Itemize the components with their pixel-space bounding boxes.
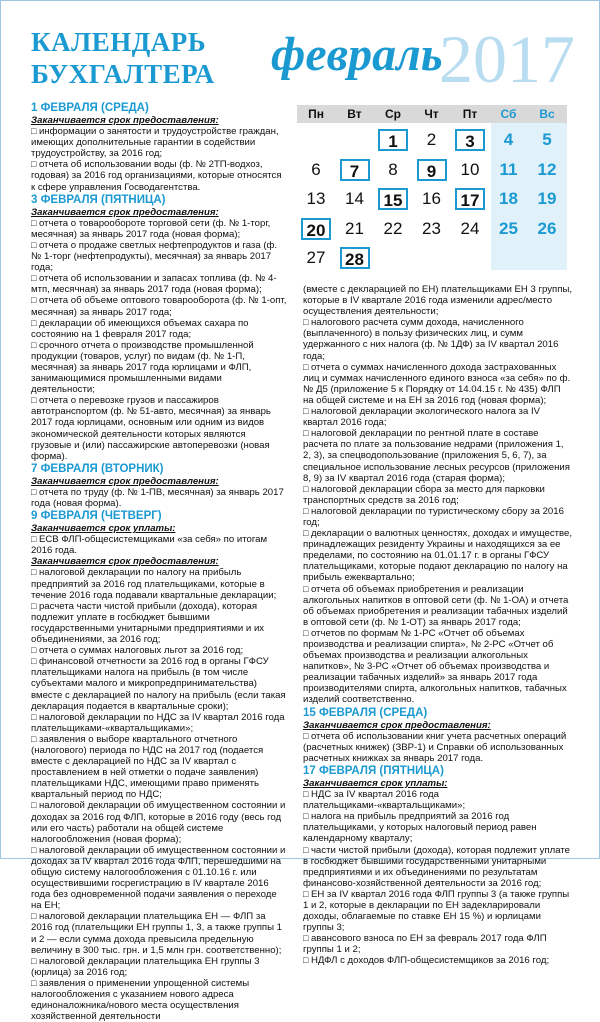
year: 2017 xyxy=(439,21,575,97)
list-item: □ расчета части чистой прибыли (дохода), которая подлежит уплате в госбюджет бывшими государственными унитарными предприятиями и их объединениями, за 2016 год; xyxy=(31,601,287,645)
list-item: □ налоговой декларации по налогу на прибыль предприятий за 2016 год плательщиками, которые в течение 2016 года подавали квартальные декларации; xyxy=(31,567,287,600)
list-item: □ отчета об объемах приобретения и реализации алкогольных напитков в оптовой сети (ф. № 1-ОА) и отчета об объемах приобретения и реализации табачных изделий в оптовой сети (ф. № 1-ОТ) за январь 2017 года; xyxy=(303,584,573,628)
section-subheading: Заканчивается срок уплаты: xyxy=(303,777,448,789)
weekday-header: Ср xyxy=(385,107,401,121)
calendar-day: 4 xyxy=(503,130,514,149)
list-item: □ части чистой прибыли (дохода), которая подлежит уплате в госбюджет бывшими государственными унитарными предприятиями и их объединениями по результатам финансово-хозяйственной деятельности за 2016 год; xyxy=(303,845,573,889)
calendar-day: 5 xyxy=(542,130,552,149)
calendar-day: 2 xyxy=(426,130,437,149)
list-item: □ налоговой декларации плательщика ЕН группы 3 (юрлица) за 2016 год; xyxy=(31,956,287,978)
calendar-day: 24 xyxy=(460,218,480,238)
month-name: февраль xyxy=(271,28,443,81)
calendar-day: 25 xyxy=(499,218,518,238)
left-column xyxy=(31,101,287,1022)
list-item: □ ЕСВ ФЛП-общесистемщиками «за себя» по итогам 2016 года. xyxy=(31,534,287,556)
calendar-day: 19 xyxy=(537,189,557,208)
section-subheading: Заканчивается срок предоставления: xyxy=(31,206,219,218)
calendar-day: 21 xyxy=(345,218,364,238)
title-line-2: БУХГАЛТЕРА xyxy=(31,59,215,89)
list-item: □ отчетов по формам № 1-РС «Отчет об объемах производства и реализации спирта», № 2-РС «Отчет об объемах производства и реализации алкогольных напитков», № 3-РС «Отчет об объемах производства и реализации табачных изделий» за январь 2017 года производителями спирта, алкогольных напитков, табачных изделий соответственно. xyxy=(303,628,573,706)
continued-text: (вместе с декларацией по ЕН) плательщиками ЕН 3 группы, которые в IV квартале 2016 года изменили адрес/место осуществления деятельности; xyxy=(303,284,573,318)
section-subheading: Заканчивается срок уплаты: xyxy=(31,523,176,535)
calendar-day: 18 xyxy=(499,189,518,208)
list-item: □ отчета о суммах начисленного дохода застрахованных лиц и суммах начисленного единого взноса «за себя» по ф. № Д5 (приложение 5 к Порядку от 14.04.15 г. № 435) ФЛП на общей системе и на ЕН за 2016 год (новая форма); xyxy=(303,362,573,406)
list-item: □ налоговой декларации экологического налога за IV квартал 2016 года; xyxy=(303,406,573,428)
calendar-day: 8 xyxy=(388,159,398,179)
right-column xyxy=(303,284,573,967)
list-item: □ налога на прибыль предприятий за 2016 год плательщиками, у которых налоговый период равен календарному кварталу; xyxy=(303,811,573,844)
list-item: □ налоговой декларации по рентной плате в составе расчета по плате за пользование недрами (приложения 1, 2, 3), за спецводопользование (приложения 5, 6, 7), за специальное использование лесных ресурсов (приложения 8, 9) за IV квартал 2016 года (старая форма); xyxy=(303,428,573,483)
list-item: □ авансового взноса по ЕН за февраль 2017 года ФЛП группы 1 и 2; xyxy=(303,933,573,955)
list-item: □ ЕН за IV квартал 2016 года ФЛП группы 3 (а также группы 1 и 2, которые в декларации по ЕН задекларировали доходы, облагаемые по ставке ЕН 15 %) и юрлицами группы 3; xyxy=(303,889,573,933)
calendar-day: 27 xyxy=(306,248,326,267)
section-subheading: Заканчивается срок предоставления: xyxy=(303,719,491,731)
title-line-1: КАЛЕНДАРЬ xyxy=(31,27,207,57)
list-item: □ декларации об имеющихся объемах сахара по состоянию на 1 февраля 2017 года; xyxy=(31,318,287,340)
list-item: □ налоговой декларации об имущественном состоянии и доходах за 2016 год ФЛП, которые в 2016 году (весь год или его часть) работали на общей системе налогообложения (новая форма); xyxy=(31,800,287,844)
weekday-header: Пн xyxy=(308,107,324,121)
date-heading: 15 ФЕВРАЛЯ (СРЕДА) xyxy=(303,706,428,719)
calendar-day: 14 xyxy=(345,189,364,208)
calendar-day: 28 xyxy=(340,247,370,269)
calendar-day: 15 xyxy=(378,188,408,210)
weekday-header: Вт xyxy=(347,107,362,121)
calendar-day: 26 xyxy=(537,218,557,238)
calendar-day: 13 xyxy=(306,189,326,208)
calendar-day: 7 xyxy=(340,159,370,181)
list-item: □ декларации о валютных ценностях, доходах и имуществе, принадлежащих резиденту Украины и находящихся за ее пределами, по состоянию на 01.01.17 г. в органы ГФСУ плательщиками, которые подают декларацию по налогу на прибыль ежеквартально; xyxy=(303,528,573,583)
weekday-header: Сб xyxy=(500,107,517,121)
list-item: □ отчета о продаже светлых нефтепродуктов и газа (ф. № 1-торг (нефтепродукты), месячная) за январь 2017 года; xyxy=(31,240,287,273)
calendar-day: 6 xyxy=(311,159,321,179)
section-subheading: Заканчивается срок предоставления: xyxy=(31,556,219,568)
list-item: □ налоговой декларации по туристическому сбору за 2016 год; xyxy=(303,506,573,528)
date-heading: 1 ФЕВРАЛЯ (СРЕДА) xyxy=(31,102,149,114)
calendar-day: 11 xyxy=(499,159,518,179)
list-item: □ налоговой декларации плательщика ЕН — ФЛП за 2016 год (плательщики ЕН группы 1, 3, а также группы 1 и 2 — если сумма дохода превысила предельную величину в 300 тыс. грн. и 1,5 млн грн. соответственно); xyxy=(31,911,287,955)
list-item: □ заявления о выборе квартального отчетного (налогового) периода по НДС на 2017 год (подается вместе с декларацией по НДС за IV квартал с проставлением в ней отметки о подаче заявления) плательщиками НДС, имеющими право применять квартальный период по НДС; xyxy=(31,734,287,801)
calendar-day: 9 xyxy=(417,159,447,181)
list-item: □ отчета об объеме оптового товарооборота (ф. № 1-опт, месячная) за январь 2017 года; xyxy=(31,295,287,317)
weekday-header: Пт xyxy=(462,107,478,121)
list-item: □ финансовой отчетности за 2016 год в органы ГФСУ плательщиками налога на прибыль (в том числе субъектами малого и микропредпринимательства) вместе с декларацией по налогу на прибыль (если такая декларация подается в квартальные сроки); xyxy=(31,656,287,711)
calendar-day: 16 xyxy=(422,189,441,208)
list-item: □ отчета о товарообороте торговой сети (ф. № 1-торг, месячная) за январь 2017 года (новая форма); xyxy=(31,218,287,240)
list-item: □ отчета по труду (ф. № 1-ПВ, месячная) за январь 2017 года (новая форма). xyxy=(31,487,287,509)
date-heading: 7 ФЕВРАЛЯ (ВТОРНИК) xyxy=(31,462,164,475)
list-item: □ НДФЛ с доходов ФЛП-общесистемщиков за 2016 год; xyxy=(303,955,573,966)
list-item: □ НДС за IV квартал 2016 года плательщиками-«квартальщиками»; xyxy=(303,789,573,811)
list-item: □ отчета о перевозке грузов и пассажиров автотранспортом (ф. № 51-авто, месячная) за январь 2017 года юрлицами, основным или одним из видов экономической деятельности которых являются грузовые и (или) пассажирские автоперевозки (новая форма). xyxy=(31,395,287,462)
section-subheading: Заканчивается срок предоставления: xyxy=(31,475,219,487)
list-item: □ отчета об использовании и запасах топлива (ф. № 4-мтп, месячная) за январь 2017 года (новая форма); xyxy=(31,273,287,295)
list-item: □ налоговой декларации сбора за место для парковки транспортных средств за 2016 год; xyxy=(303,484,573,506)
calendar-day: 23 xyxy=(422,218,441,238)
calendar xyxy=(297,105,567,270)
date-heading: 17 ФЕВРАЛЯ (ПЯТНИЦА) xyxy=(303,764,444,777)
date-heading: 3 ФЕВРАЛЯ (ПЯТНИЦА) xyxy=(31,193,166,206)
list-item: □ отчета о суммах налоговых льгот за 2016 год; xyxy=(31,645,287,656)
list-item: □ срочного отчета о производстве промышленной продукции (товаров, услуг) по видам (ф. № 1-П, месячная) за январь 2017 года юрлицами и ФЛП, занимающимися промышленными видами деятельности; xyxy=(31,340,287,395)
list-item: □ налоговой декларации по НДС за IV квартал 2016 года плательщиками-«квартальщиками»; xyxy=(31,712,287,734)
list-item: □ налогового расчета сумм дохода, начисленного (выплаченного) в пользу физических лиц, и сумм удержанного с них налога (ф. № 1ДФ) за IV квартал 2016 года; xyxy=(303,317,573,361)
calendar-day: 3 xyxy=(455,129,485,151)
calendar-day: 22 xyxy=(383,218,403,238)
list-item: □ информации о занятости и трудоустройстве граждан, имеющих дополнительные гарантии в содействии трудоустройству, за 2016 год; xyxy=(31,126,287,159)
section-subheading: Заканчивается срок предоставления: xyxy=(31,115,219,126)
date-heading: 9 ФЕВРАЛЯ (ЧЕТВЕРГ) xyxy=(31,510,162,523)
calendar-day: 12 xyxy=(537,159,557,179)
calendar-day: 10 xyxy=(460,159,480,179)
calendar-day: 17 xyxy=(455,188,485,210)
list-item: □ налоговой декларации об имущественном состоянии и доходах за IV квартал 2016 года ФЛП, перешедшими на общую систему налогообложения с 01.10.16 г. или осуществившими госрегистрацию в IV квартале 2016 года без одновременной подачи заявления о переходе на ЕН; xyxy=(31,845,287,912)
calendar-day: 20 xyxy=(301,218,331,240)
list-item: □ заявления о применении упрощенной системы налогообложения с указанием нового адреса единоналожника/нового места осуществления хозяйственной деятельности xyxy=(31,978,287,1022)
weekday-header: Вс xyxy=(539,107,555,121)
list-item: □ отчета об использовании воды (ф. № 2ТП-водхоз, годовая) за 2016 год организациями, которые относятся к сфере управления Госводагентства. xyxy=(31,159,287,192)
list-item: □ отчета об использовании книг учета расчетных операций (расчетных книжек) (ЗВР-1) и Справки об использованных расчетных книжках за январь 2017 года. xyxy=(303,731,573,764)
calendar-day: 1 xyxy=(378,129,408,151)
weekday-header: Чт xyxy=(424,107,439,121)
